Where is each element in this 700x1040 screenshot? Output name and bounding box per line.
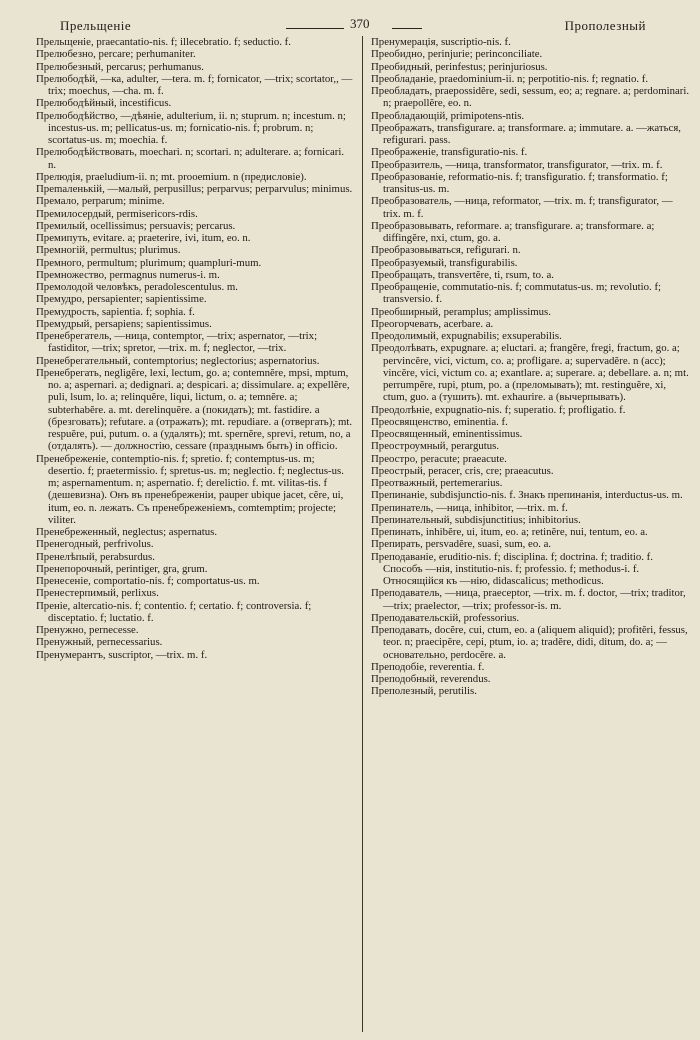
dictionary-entry: Преполезный, perutilis.: [371, 685, 477, 698]
dictionary-entry: Препинательный, subdisjunctitius; inhibitorius.: [371, 513, 581, 526]
dictionary-entry: Преподобный, reverendus.: [371, 673, 491, 685]
dictionary-entry: Прелюдія, praeludium-ii. n; mt. prooemium. n (предисловіе).: [36, 170, 307, 183]
header-right-word: Прополезный: [564, 18, 646, 33]
dictionary-entry: Препинатель, —ница, inhibitor, —trix. m. f.: [371, 501, 568, 514]
dictionary-entry: Преобладаніе, praedominium-ii. n; perpotitio-nis. f; regnatio. f.: [371, 72, 649, 85]
dictionary-entry: Прелюбодѣй, —ка, adulter, —tera. m. f; fornicator, —trix; scortator,, —trix; moechus, —cha. m. f.: [36, 72, 353, 97]
dictionary-entry: Преподавать, docĕre, cui, ctum, eo. a (aliquem aliquid); profitĕri, fessus, teor. n; praecipĕre, cepi, ptum, io. a; tradĕre, didi, ditum, do. a; —основательно, perdocĕre. a.: [371, 624, 688, 661]
dictionary-entry: Преніе, altercatio-nis. f; contentio. f; certatio. f; controversia. f; disceptatio. f; luctatio. f.: [36, 599, 312, 624]
dictionary-entry: Преогорчевать, acerbare. a.: [371, 317, 494, 330]
dictionary-entry: Преподобіе, reverentia. f.: [371, 660, 485, 673]
dictionary-entry: Преодолѣвать, expugnare. a; eluctari. a; frangĕre, fregi, fractum, go. a; pervincĕre, vici, victum, co. a; profligare. a; supervadĕre. n (acc); vincĕre, vici, victum co. a; exantlare. a; superare. a; debellare. a. n; mt. perrumpĕre, rupi, ptum, po. a (преломывать); mt. restinguĕre, xi, ctum, guo. a (тушить). mt. exhaurire. a (вычерпывать).: [371, 342, 689, 404]
dictionary-entry: Преобладающій, primipotens-ntis.: [371, 109, 525, 122]
dictionary-entry: Пренесеніе, comportatio-nis. f; comportatus-us. m.: [36, 575, 260, 587]
dictionary-entry: Премного, permultum; plurimum; quampluri-mum.: [36, 256, 262, 269]
page-header: [40, 10, 686, 38]
dictionary-entry: Препирать, persvadĕre, suasi, sum, eo. a.: [371, 538, 552, 551]
dictionary-entry: Пренегодный, perfrivolus.: [36, 538, 154, 551]
page-number: 370: [350, 16, 370, 31]
dictionary-entry: Преобладать, praepossidĕre, sedi, sessum, eo; a; regnare. a; perdominari. n; praepollĕre, eo. n.: [371, 85, 690, 110]
dictionary-entry: Препинаніе, subdisjunctio-nis. f. Знакъ препинанія, interductus-us. m.: [371, 489, 683, 502]
dictionary-entry: Преобразуемый, transfigurabilis.: [371, 256, 518, 269]
dictionary-entry: Преострый, peracer, cris, cre; praeacutus.: [371, 464, 554, 477]
dictionary-entry: Прелюбодѣйствовать, moechari. n; scortari. n; adulterare. a; fornicari. n.: [36, 146, 345, 171]
dictionary-entry: Пренужно, pernecesse.: [36, 624, 139, 636]
dictionary-entry: Преостроумный, perargutus.: [371, 440, 500, 453]
dictionary-entry: Преотважный, pertemerarius.: [371, 477, 503, 489]
dictionary-entry: Пренумерантъ, suscriptor, —trix. m. f.: [36, 648, 208, 661]
dictionary-entry: Прелюбодѣйство, —дѣяніе, adulterium, ii. n; stuprum. n; incestum. n; incestus-us. m; pellicatus-us. m; fornicatio-nis. f; probrum. n; scortatus-us. m; moechia. f.: [36, 109, 346, 146]
dictionary-entry: Премножество, permagnus numerus-i. m.: [36, 268, 220, 281]
dictionary-entry: Преобразовываться, refigurari. n.: [371, 244, 521, 257]
dictionary-entry: Пренумерація, suscriptio-nis. f.: [371, 36, 511, 48]
dictionary-entry: Преосвященство, eminentia. f.: [371, 415, 508, 428]
dictionary-entry: Преображеніе, transfiguratio-nis. f.: [371, 146, 528, 159]
dictionary-entry: Преосвященный, eminentissimus.: [371, 428, 523, 440]
dictionary-entry: Преобразовывать, reformare. a; transfigurare. a; transformare. a; diffingĕre, nxi, ctum, go. a.: [371, 219, 655, 244]
dictionary-entry: Прелюбодѣйный, incestificus.: [36, 97, 172, 110]
dictionary-entry: Преобразователь, —ница, reformator, —trix. m. f; transfigurator, —trix. m. f.: [371, 195, 673, 220]
dictionary-entry: Преобидный, perinfestus; perinjuriosus.: [371, 60, 548, 73]
dictionary-entry: Пренебрегать, negligĕre, lexi, lectum, go. a; contemnĕre, mpsi, mptum, no. a; aspernari. a; dedignari. a; despicari. a; dissimulare. a; expellĕre, puli, lsum, lo. a; relinquĕre, liqui, lictum, o. a; temnĕre. a; subterhabĕre. a. mt. derelinquĕre. a (покидать); mt. fastidire. a (брезговать); refutare. a (отражать); mt. repudiare. a (отвергать); mt. respuĕre, pui, putum. o. a (удалять); mt. spernĕre, sprevi, retum, no, a (отдалять). — должностію, cessare (празднымъ быть) in officio.: [36, 366, 353, 453]
dictionary-entry: Преодолѣніе, expugnatio-nis. f; superatio. f; profligatio. f.: [371, 403, 626, 416]
dictionary-entry: Преодолимый, expugnabilis; exsuperabilis.: [371, 330, 562, 342]
dictionary-entry: Пренебреженіе, contemptio-nis. f; spretio. f; contemptus-us. m; desertio. f; praetermissio. f; spretus-us. m; neglectio. f; neglectus-us. m; aspernamentum. n; aspernatio. f; derelictio. f. mt. vilitas-tis. f (дешевизна). Онъ въ пренебреженіи, pauper ubique jacet, cĕre, ui, itum, eo. n. лежать. Съ пренебреженіемъ, comtemptim; projecte; viliter.: [36, 452, 344, 526]
dictionary-entry: Преобращеніе, commutatio-nis. f; commutatus-us. m; revolutio. f; transversio. f.: [371, 281, 662, 306]
dictionary-entry: Премипуть, evitare. a; praeterire, ivi, itum, eo. n.: [36, 232, 251, 244]
left-column: [36, 36, 363, 1032]
dictionary-entry: Прельщеніе, praecantatio-nis. f; illecebratio. f; seductio. f.: [36, 36, 291, 48]
dictionary-entry: Преобширный, peramplus; amplissimus.: [371, 305, 551, 318]
dictionary-columns: [36, 36, 690, 1032]
dictionary-entry: Премудрый, persapiens; sapientissimus.: [36, 317, 212, 330]
dictionary-entry: Премногій, permultus; plurimus.: [36, 244, 181, 257]
dictionary-entry: Премало, perparum; minime.: [36, 195, 165, 208]
dictionary-entry: Пренестерпимый, perlixus.: [36, 587, 159, 600]
dictionary-entry: Премилый, ocellissimus; persuavis; percarus.: [36, 219, 236, 232]
dictionary-entry: Пренепорочный, perintiger, gra, grum.: [36, 562, 208, 575]
header-left-word: Прельщеніе: [60, 18, 132, 33]
dictionary-entry: Преподаваніе, eruditio-nis. f; disciplina. f; doctrina. f; traditio. f. Способъ —нія, institutio-nis. f; professio. f; methodus-i. f. Относящійся къ —нію, didascalicus; methodicus.: [371, 550, 653, 587]
dictionary-entry: Пренебреженный, neglectus; aspernatus.: [36, 526, 218, 538]
dictionary-entry: Прemaленькій, —малый, perpusillus; perparvus; perparvulus; minimus.: [36, 183, 353, 195]
dictionary-entry: Прелюбезно, percare; perhumaniter.: [36, 48, 196, 61]
dictionary-entry: Преобразованіе, reformatio-nis. f; transfiguratio. f; transformatio. f; transitus-us. m.: [371, 170, 668, 195]
dictionary-entry: Пренелѣпый, perabsurdus.: [36, 550, 155, 563]
dictionary-entry: Премудро, persapienter; sapientissime.: [36, 293, 207, 306]
dictionary-entry: Пренебрегатель, —ница, contemptor, —trix; aspernator, —trix; fastiditor, —trix; spretor, —trix. m. f; neglector, —trix.: [36, 330, 318, 355]
header-rule-right: [392, 28, 422, 29]
header-rule-left: [286, 28, 344, 29]
dictionary-entry: Преображать, transfigurare. a; transformare. a; immutare. a. —жаться, refigurari. pass.: [371, 121, 682, 146]
dictionary-entry: Премилосердый, permisericors-rdis.: [36, 207, 198, 220]
dictionary-entry: Преподаватель, —ница, praeceptor, —trix. m. f. doctor, —trix; traditor, —trix; praelector, —trix; professor-is. m.: [371, 587, 686, 612]
dictionary-entry: Преобращать, transvertĕre, ti, rsum, to. a.: [371, 268, 554, 281]
dictionary-entry: Прелюбезный, percarus; perhumanus.: [36, 60, 204, 73]
dictionary-entry: Преподавательскій, professorius.: [371, 611, 520, 624]
dictionary-entry: Преобидно, perinjurie; perinconciliate.: [371, 48, 543, 61]
dictionary-entry: Преобразитель, —ница, transformator, transfigurator, —trix. m. f.: [371, 158, 663, 171]
dictionary-entry: Преостро, peracute; praeacute.: [371, 452, 507, 465]
dictionary-entry: Пренужный, pernecessarius.: [36, 636, 163, 649]
dictionary-entry: Препинать, inhibĕre, ui, itum, eo. a; retinĕre, nui, tentum, eo. a.: [371, 526, 648, 538]
dictionary-entry: Премолодой человѣкъ, peradolescentulus. m.: [36, 281, 238, 293]
dictionary-entry: Премудрость, sapientia. f; sophia. f.: [36, 305, 195, 318]
dictionary-entry: Пренебрегательный, contemptorius; neglectorius; aspernatorius.: [36, 354, 320, 367]
right-column: [363, 36, 690, 1032]
